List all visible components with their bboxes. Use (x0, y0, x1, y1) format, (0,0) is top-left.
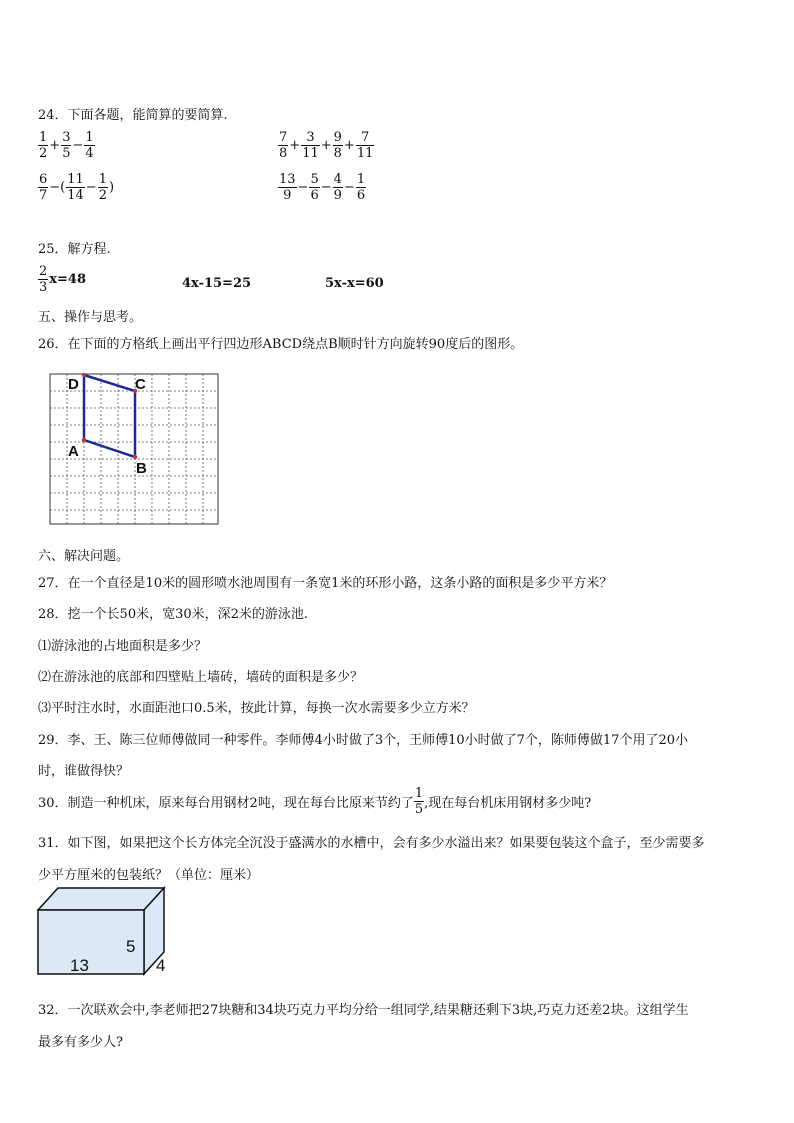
fraction: $\frac{6}{7}$ (39, 172, 48, 203)
q29-line-1: 29．李、王、陈三位师傅做同一种零件。李师傅4小时做了3个，王师傅10小时做了7个，陈师傅做17个用了20小 (38, 733, 688, 748)
q31-line-1: 31．如下图，如果把这个长方体完全沉没于盛满水的水槽中，会有多少水溢出来？如果要包装这个盒子，至少需要多 (38, 836, 705, 851)
fraction: $\frac{5}{6}$ (310, 172, 319, 203)
fraction: $\frac{1}{5}$ (414, 786, 424, 817)
q25-equation-1 (38, 264, 87, 295)
width-label: 4 (156, 956, 166, 975)
q24-expr-1 (38, 130, 95, 161)
q25-equation-3: 5x-x=60 (325, 276, 384, 291)
fraction: $\frac{1}{2}$ (98, 172, 107, 203)
q31-line-2: 少平方厘米的包装纸？（单位：厘米） (38, 868, 260, 883)
q25-title: 25．解方程. (38, 242, 111, 257)
operator: + (289, 138, 301, 153)
q29-line-2: 时，谁做得快？ (38, 764, 130, 779)
q28-part-3: ⑶平时注水时，水面距池口0.5米，按此计算，每换一次水需要多少立方米？ (38, 701, 475, 716)
q26-text: 26．在下面的方格纸上画出平行四边形ABCD绕点B顺时针方向旋转90度后的图形。 (38, 337, 524, 352)
label-b: B (136, 460, 147, 477)
height-label: 5 (126, 937, 136, 956)
q24-expr-2 (278, 130, 374, 161)
fraction: $\frac{9}{8}$ (333, 130, 342, 161)
operator: −( (49, 180, 66, 195)
fraction: $\frac{7}{8}$ (279, 130, 288, 161)
q24-expr-3 (38, 172, 115, 203)
section-6-heading: 六、解决问题。 (38, 549, 130, 564)
point-d (82, 373, 86, 377)
operator: − (343, 180, 355, 195)
q30-text (38, 786, 591, 817)
operator: − (320, 180, 332, 195)
cuboid-figure (34, 884, 174, 979)
point-b (133, 455, 137, 459)
q25-equation-2: 4x-15=25 (182, 276, 252, 291)
point-a (82, 438, 86, 442)
fraction: $\frac{1}{6}$ (356, 172, 366, 203)
operator: − (297, 180, 309, 195)
operator: + (320, 138, 332, 153)
fraction: $\frac{11}{14}$ (67, 172, 84, 203)
q32-line-2: 最多有多少人? (38, 1035, 123, 1050)
q30-after: ,现在每台机床用钢材多少吨? (424, 796, 592, 811)
q30-before: 30．制造一种机床，原来每台用钢材2吨，现在每台比原来节约了 (38, 796, 414, 811)
fraction: $\frac{13}{9}$ (279, 172, 296, 203)
fraction: $\frac{1}{2}$ (39, 130, 48, 161)
fraction: $\frac{7}{11}$ (356, 130, 374, 161)
label-a: A (68, 443, 79, 460)
q24-expr-4 (278, 172, 366, 203)
fraction: $\frac{1}{4}$ (85, 130, 94, 161)
label-c: C (135, 376, 146, 393)
q28-text: 28．挖一个长50米，宽30米，深2米的游泳池. (38, 607, 309, 622)
operator: − (85, 180, 97, 195)
equation-text: x=48 (49, 272, 87, 287)
q28-part-1: ⑴游泳池的占地面积是多少？ (38, 639, 208, 654)
operator: + (343, 138, 355, 153)
fraction: $\frac{4}{9}$ (333, 172, 342, 203)
length-label: 13 (70, 956, 89, 975)
q28-part-2: ⑵在游泳池的底部和四壁贴上墙砖，墙砖的面积是多少？ (38, 670, 364, 685)
q27-text: 27．在一个直径是10米的圆形喷水池周围有一条宽1米的环形小路，这条小路的面积是多少平方米？ (38, 576, 613, 591)
q24-title: 24．下面各题，能简算的要简算. (38, 108, 228, 123)
section-5-heading: 五、操作与思考。 (38, 310, 143, 325)
grid-figure (40, 366, 230, 534)
fraction: $\frac{2}{3}$ (39, 264, 48, 295)
operator: − (72, 138, 84, 153)
fraction: $\frac{3}{5}$ (62, 130, 71, 161)
fraction: $\frac{3}{11}$ (302, 130, 319, 161)
q32-line-1: 32．一次联欢会中,李老师把27块糖和34块巧克力平均分给一组同学,结果糖还剩下3块,巧克力还差2块。这组学生 (38, 1003, 689, 1018)
operator: + (49, 138, 61, 153)
operator: ) (108, 180, 115, 195)
label-d: D (68, 376, 79, 393)
